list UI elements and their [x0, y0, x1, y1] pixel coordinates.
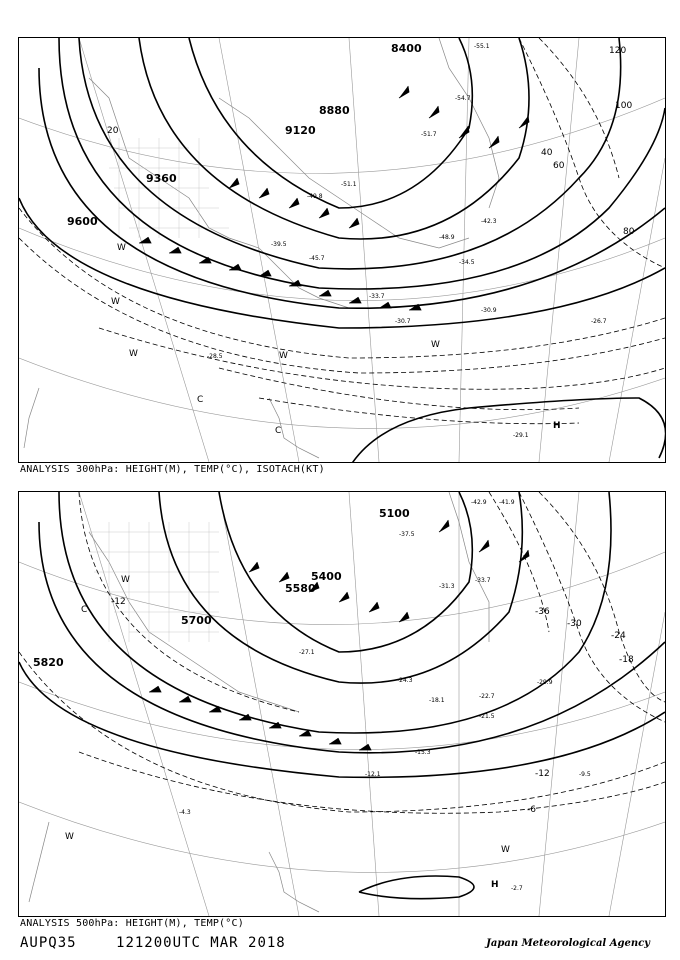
temp-contour-label: -18 — [619, 655, 634, 665]
temp-value: -37.5 — [399, 531, 415, 538]
warm-marker: W — [117, 243, 126, 253]
analysis-500hpa-map — [18, 491, 666, 917]
height-label-9360: 9360 — [146, 172, 177, 185]
analysis-datetime: 121200UTC MAR 2018 — [116, 935, 286, 951]
temp-value: -12.1 — [365, 771, 381, 778]
height-label-5400: 5400 — [311, 570, 342, 583]
height-label-8880: 8880 — [319, 104, 350, 117]
warm-marker: W — [431, 340, 440, 350]
temp-contour-label: -12 — [111, 597, 126, 607]
warm-marker: W — [121, 575, 130, 585]
analysis-300hpa-map — [18, 37, 666, 463]
warm-marker: W — [279, 351, 288, 361]
isotach-label-120: 120 — [609, 46, 627, 56]
temp-value: -21.5 — [479, 713, 495, 720]
height-label-5820: 5820 — [33, 656, 64, 669]
warm-marker: W — [501, 845, 510, 855]
height-label-5580: 5580 — [285, 582, 316, 595]
temp-value: -30.7 — [395, 318, 411, 325]
temp-value: -51.7 — [421, 131, 437, 138]
temp-value: -30.9 — [481, 307, 497, 314]
temp-contour-label: -6 — [527, 805, 536, 815]
height-label-5700: 5700 — [181, 614, 212, 627]
map-300hpa-svg — [19, 38, 665, 462]
isotach-contours — [19, 38, 665, 424]
temp-contour-label: -36 — [535, 607, 550, 617]
temp-value: -42.9 — [471, 499, 487, 506]
temp-value: -41.9 — [499, 499, 515, 506]
height-label-5100: 5100 — [379, 507, 410, 520]
height-label-8400: 8400 — [391, 42, 422, 55]
cold-marker: C — [81, 605, 88, 615]
temp-value: -34.5 — [459, 259, 475, 266]
temp-value: -55.1 — [474, 43, 490, 50]
isotach-label-100: 100 — [615, 101, 633, 111]
temp-value: -2.7 — [511, 885, 523, 892]
temp-value: -28.5 — [207, 353, 223, 360]
map-500hpa-svg — [19, 492, 665, 916]
agency-credit: Japan Meteorological Agency — [486, 938, 650, 949]
warm-marker: W — [65, 832, 74, 842]
temp-value: -9.5 — [579, 771, 591, 778]
temp-value: -31.3 — [439, 583, 455, 590]
map-300hpa-caption: ANALYSIS 300hPa: HEIGHT(M), TEMP(°C), ISOTACH(KT) — [20, 464, 325, 475]
temp-value: -33.7 — [369, 293, 385, 300]
temp-value: -33.7 — [475, 577, 491, 584]
temp-value: -54.7 — [455, 95, 471, 102]
coastline — [24, 38, 499, 458]
isotach-label-40: 40 — [541, 148, 553, 158]
isotach-label-60: 60 — [553, 161, 565, 171]
temp-value: -27.1 — [299, 649, 315, 656]
temp-value: -4.3 — [179, 809, 191, 816]
map-500hpa-caption: ANALYSIS 500hPa: HEIGHT(M), TEMP(°C) — [20, 918, 244, 929]
temp-value: -49.8 — [307, 193, 323, 200]
height-label-9600: 9600 — [67, 215, 98, 228]
temp-contour-label: -12 — [535, 769, 550, 779]
warm-marker: W — [129, 349, 138, 359]
temp-value: -39.5 — [271, 241, 287, 248]
temp-value: -29.1 — [513, 432, 529, 439]
high-pressure-marker: H — [553, 421, 561, 431]
graticule — [19, 38, 665, 462]
temp-contour-label: -30 — [567, 619, 582, 629]
height-label-9120: 9120 — [285, 124, 316, 137]
temp-value: -48.9 — [439, 234, 455, 241]
temperature-plots — [179, 499, 591, 892]
temp-value: -15.3 — [415, 749, 431, 756]
cold-marker: C — [197, 395, 204, 405]
temp-value: -22.7 — [479, 693, 495, 700]
chart-code: AUPQ35 — [20, 935, 77, 951]
coastline — [29, 492, 489, 912]
warm-marker: W — [111, 297, 120, 307]
cold-marker: C — [275, 426, 282, 436]
temp-contour-label: -24 — [611, 631, 626, 641]
graticule — [19, 492, 665, 916]
temp-value: -24.3 — [397, 677, 413, 684]
height-contours — [19, 492, 665, 899]
high-pressure-marker: H — [491, 880, 499, 890]
temp-value: -26.7 — [591, 318, 607, 325]
temp-value: -45.7 — [309, 255, 325, 262]
isotach-label-80: 80 — [623, 227, 635, 237]
temp-value: -51.1 — [341, 181, 357, 188]
height-contours — [19, 38, 665, 462]
isotach-label-20: 20 — [107, 126, 119, 136]
temp-value: -18.1 — [429, 697, 445, 704]
chart-identifier — [20, 935, 316, 951]
temp-value: -29.9 — [537, 679, 553, 686]
temp-value: -42.3 — [481, 218, 497, 225]
